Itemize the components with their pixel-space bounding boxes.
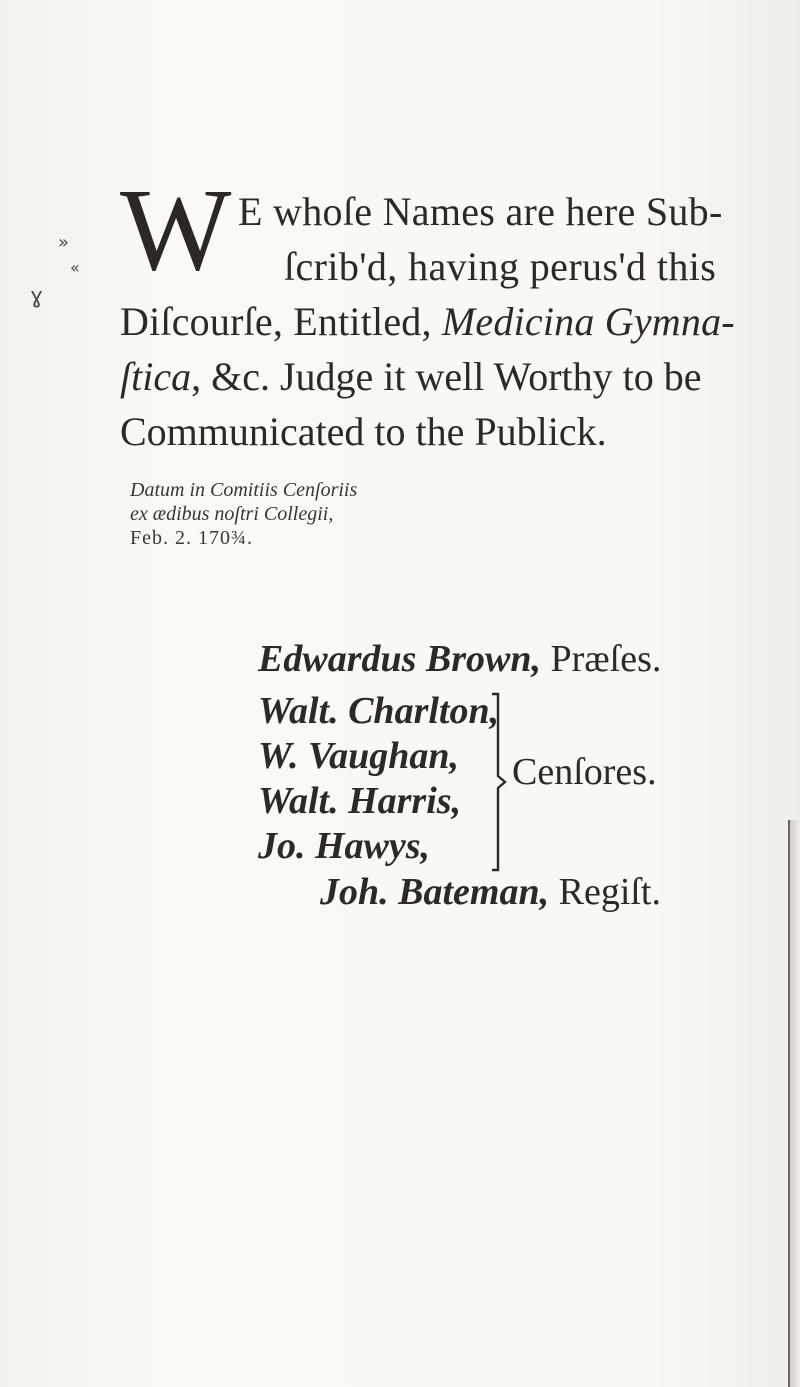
date-block [130, 478, 357, 550]
approval-line-5: Communicated to the Publick. [120, 409, 607, 454]
date-line-3: Feb. 2. 170¾. [130, 527, 253, 549]
book-title-part-2: ſtica [120, 354, 192, 399]
approval-line-1: E whoſe Names are here Sub- [238, 189, 723, 234]
registrar-signature [320, 873, 661, 911]
book-title-part-1: Medicina Gymna- [441, 299, 735, 344]
signatories-block [258, 638, 778, 913]
president-role: Præſes. [550, 638, 662, 680]
censors-brace [490, 692, 508, 872]
censors-role: Cenſores. [512, 751, 657, 793]
censor-name: Walt. Charlton, [258, 690, 500, 732]
censor-name: Walt. Harris, [258, 780, 462, 822]
margin-mark-2: « [70, 258, 80, 277]
censor-name: W. Vaughan, [258, 735, 460, 777]
approval-line-3 [120, 299, 735, 344]
approval-line-3-text: Diſcourſe, Entitled, [120, 299, 442, 344]
page-edge [788, 820, 800, 1387]
president-signature [258, 640, 661, 678]
date-line-2: ex ædibus noſtri Collegii, [130, 503, 334, 525]
censor-name: Jo. Hawys, [258, 825, 431, 867]
approval-line-4-text: , &c. Judge it well Worthy to be [191, 354, 702, 399]
date-line-1: Datum in Comitiis Cenſoriis [130, 479, 358, 501]
registrar-name: Joh. Bateman, [320, 871, 550, 913]
registrar-role: Regiſt. [558, 871, 661, 913]
margin-mark-3: ɣ [30, 284, 44, 309]
president-name: Edwardus Brown, [258, 638, 542, 680]
drop-cap-initial: W [120, 164, 232, 295]
margin-mark-1: » [58, 232, 70, 253]
approval-line-2: ſcrib'd, having perus'd this [284, 244, 717, 289]
approval-line-4 [120, 354, 702, 399]
